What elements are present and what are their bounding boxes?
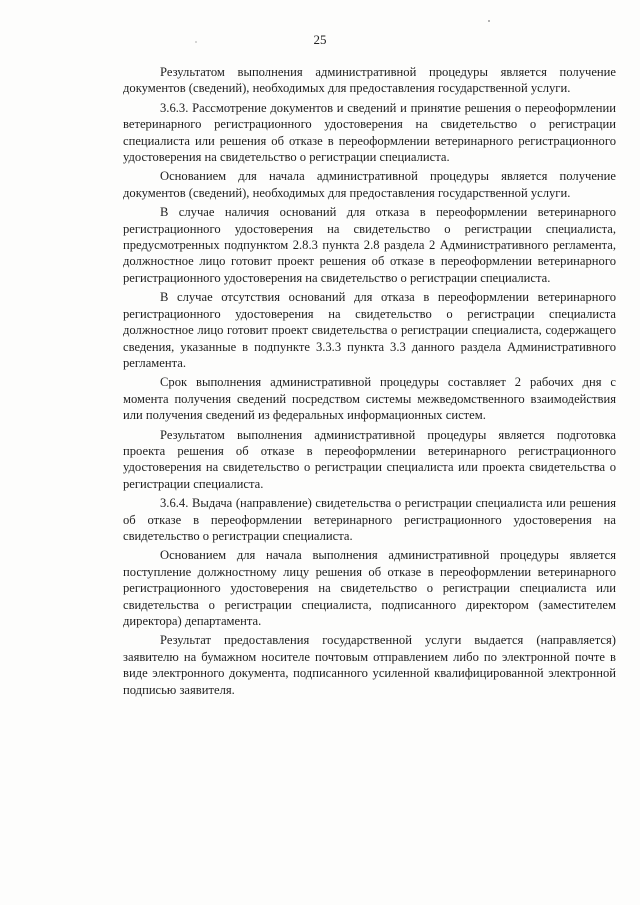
paragraph-service-result: Результат предоставления государственной услуги выдается (направляется) заявителю на бумажном носителе почтовым отправлением либо по электронной почте в виде электронного документа, подписанного усиленной квалифицированной электронной подписью заявителя. (123, 633, 616, 697)
paragraph-result-2: Результатом выполнения административной процедуры является подготовка проекта решения об отказе в переоформлении ветеринарного регистрационного удостоверения на свидетельство о регистрации специалиста или проекта свидетельства о регистрации специалиста. (123, 427, 616, 491)
scan-speck (195, 41, 197, 43)
paragraph-result-1: Результатом выполнения административной процедуры является получение документов (сведений), необходимых для предоставления государственной услуги. (123, 65, 616, 96)
scan-speck (488, 20, 490, 22)
paragraph-refusal-case: В случае наличия оснований для отказа в переоформлении ветеринарного регистрационного удостоверения на свидетельство о регистрации специалиста, предусмотренных подпунктом 2.8.3 пункта 2.8 раздела 2 Административного регламента, должностное лицо готовит проект решения об отказе в переоформлении ветеринарного регистрационного удостоверения на свидетельство о регистрации специалиста. (123, 205, 616, 285)
page-number: 25 (313, 32, 327, 47)
paragraph-no-refusal-case: В случае отсутствия оснований для отказа в переоформлении ветеринарного регистрационного удостоверения на свидетельство о регистрации специалиста должностное лицо готовит проект свидетельства о регистрации специалиста, содержащего сведения, указанные в подпункте 3.3.3 пункта 3.3 данного раздела Административного регламента. (123, 290, 616, 370)
paragraph-3-6-3: 3.6.3. Рассмотрение документов и сведений и принятие решения о переоформлении ветеринарного регистрационного удостоверения на свидетельство о регистрации специалиста или решения об отказе в переоформлении ветеринарного регистрационного удостоверения на свидетельство о регистрации специалиста. (123, 100, 616, 165)
document-body (123, 64, 616, 701)
paragraph-basis-1: Основанием для начала административной процедуры является получение документов (сведений), необходимых для предоставления государственной услуги. (123, 169, 616, 200)
paragraph-3-6-4: 3.6.4. Выдача (направление) свидетельства о регистрации специалиста или решения об отказе в переоформлении ветеринарного регистрационного удостоверения на свидетельство о регистрации специалиста. (123, 496, 616, 543)
paragraph-deadline: Срок выполнения административной процедуры составляет 2 рабочих дня с момента получения сведений посредством системы межведомственного взаимодействия или получения сведений из федеральных информационных систем. (123, 375, 616, 423)
paragraph-basis-2: Основанием для начала выполнения административной процедуры является поступление должностному лицу решения об отказе в переоформлении ветеринарного регистрационного удостоверения на свидетельство о регистрации специалиста или свидетельства о регистрации специалиста, подписанного директором (заместителем директора) департамента. (123, 548, 616, 628)
